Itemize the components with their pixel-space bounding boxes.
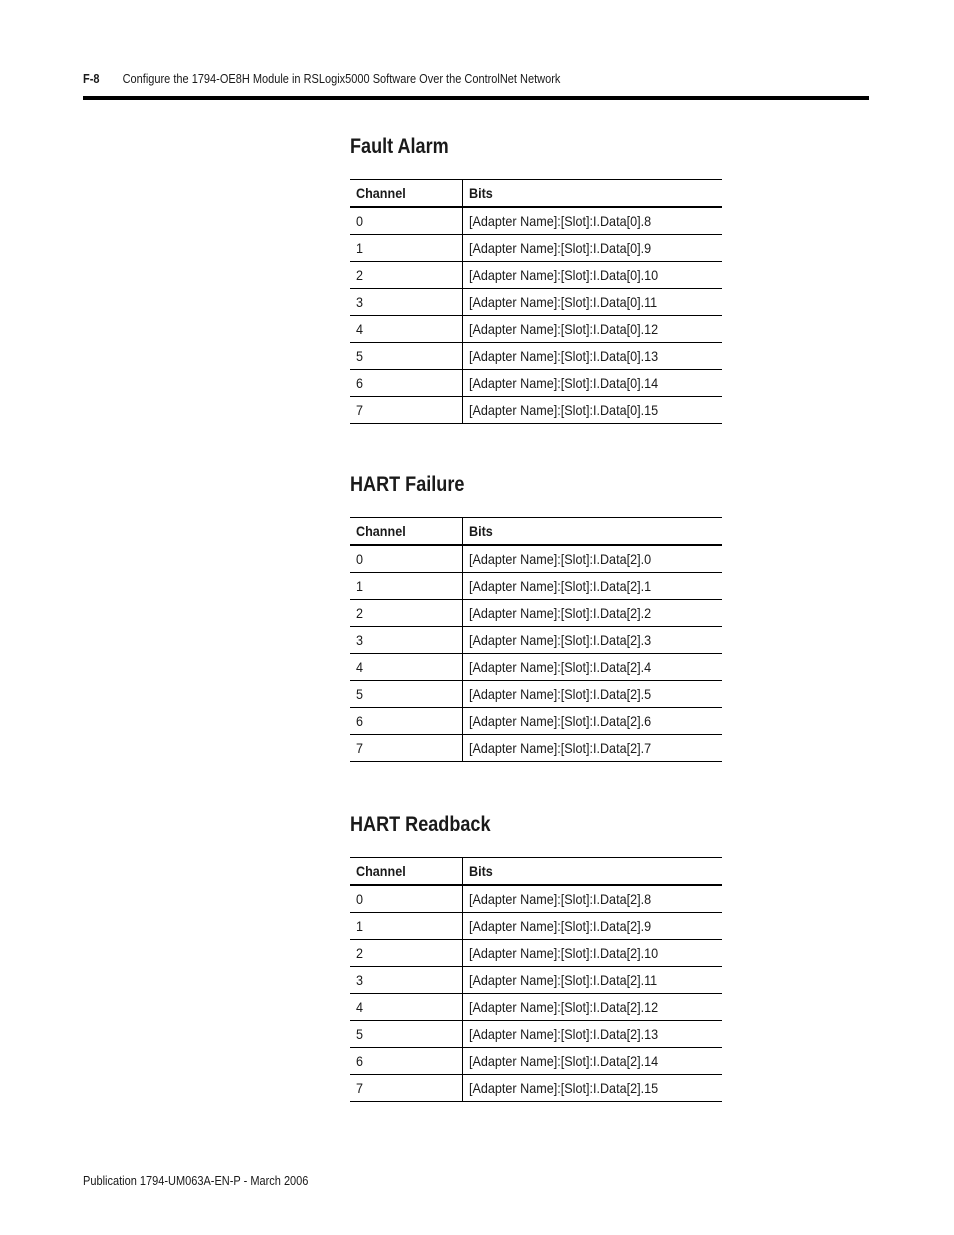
bits-cell [463, 654, 723, 681]
channel-bits-table [350, 179, 722, 424]
channel-cell [350, 343, 463, 370]
table-row [350, 343, 722, 370]
bits-cell [463, 1021, 723, 1048]
bits-address: [Adapter Name]:[Slot]:I.Data[2].15 [469, 1080, 659, 1096]
table-row [350, 1021, 722, 1048]
column-header-label: Channel [356, 185, 406, 201]
publication-footer: Publication 1794-UM063A-EN-P - March 2006 [83, 1174, 309, 1188]
bits-address: [Adapter Name]:[Slot]:I.Data[2].3 [469, 632, 652, 648]
channel-value: 2 [356, 267, 364, 283]
channel-cell [350, 913, 463, 940]
table-row [350, 735, 722, 762]
table-row [350, 1048, 722, 1075]
bits-address: [Adapter Name]:[Slot]:I.Data[2].10 [469, 945, 659, 961]
table-row [350, 289, 722, 316]
table-row [350, 681, 722, 708]
bits-cell [463, 940, 723, 967]
column-header-channel [350, 858, 463, 886]
bits-cell [463, 370, 723, 397]
bits-address: [Adapter Name]:[Slot]:I.Data[2].9 [469, 918, 652, 934]
bits-address: [Adapter Name]:[Slot]:I.Data[0].12 [469, 321, 659, 337]
table-row [350, 262, 722, 289]
channel-cell [350, 708, 463, 735]
bits-cell [463, 735, 723, 762]
bits-cell [463, 235, 723, 262]
column-header-label: Bits [469, 863, 493, 879]
page-number: F-8 [83, 72, 100, 86]
bits-address: [Adapter Name]:[Slot]:I.Data[2].4 [469, 659, 652, 675]
bits-address: [Adapter Name]:[Slot]:I.Data[2].1 [469, 578, 652, 594]
channel-cell [350, 289, 463, 316]
channel-value: 6 [356, 713, 364, 729]
column-header-label: Channel [356, 523, 406, 539]
channel-value: 5 [356, 1026, 364, 1042]
bits-address: [Adapter Name]:[Slot]:I.Data[2].7 [469, 740, 652, 756]
channel-value: 7 [356, 402, 364, 418]
table-row [350, 940, 722, 967]
channel-value: 0 [356, 213, 364, 229]
channel-value: 4 [356, 659, 364, 675]
column-header-label: Channel [356, 863, 406, 879]
table-row [350, 913, 722, 940]
channel-cell [350, 262, 463, 289]
table-header-row [350, 180, 722, 208]
channel-value: 5 [356, 348, 364, 364]
table-row [350, 316, 722, 343]
bits-address: [Adapter Name]:[Slot]:I.Data[0].13 [469, 348, 659, 364]
bits-cell [463, 1075, 723, 1102]
section-title: HART Readback [350, 813, 491, 836]
bits-address: [Adapter Name]:[Slot]:I.Data[0].9 [469, 240, 652, 256]
channel-value: 1 [356, 240, 364, 256]
channel-value: 3 [356, 972, 364, 988]
channel-value: 5 [356, 686, 364, 702]
bits-address: [Adapter Name]:[Slot]:I.Data[2].12 [469, 999, 659, 1015]
channel-cell [350, 397, 463, 424]
channel-bits-table [350, 857, 722, 1102]
bits-address: [Adapter Name]:[Slot]:I.Data[2].5 [469, 686, 652, 702]
bits-cell [463, 967, 723, 994]
channel-cell [350, 994, 463, 1021]
channel-cell [350, 627, 463, 654]
bits-address: [Adapter Name]:[Slot]:I.Data[2].0 [469, 551, 652, 567]
channel-cell [350, 316, 463, 343]
table-header-row [350, 518, 722, 546]
channel-value: 4 [356, 321, 364, 337]
bits-address: [Adapter Name]:[Slot]:I.Data[0].11 [469, 294, 658, 310]
table-row [350, 545, 722, 573]
bits-cell [463, 885, 723, 913]
column-header-channel [350, 180, 463, 208]
bits-address: [Adapter Name]:[Slot]:I.Data[2].2 [469, 605, 652, 621]
table-row [350, 1075, 722, 1102]
channel-cell [350, 207, 463, 235]
bits-address: [Adapter Name]:[Slot]:I.Data[2].8 [469, 891, 652, 907]
column-header-label: Bits [469, 523, 493, 539]
table-row [350, 207, 722, 235]
section-title: HART Failure [350, 473, 465, 496]
bits-address: [Adapter Name]:[Slot]:I.Data[0].8 [469, 213, 652, 229]
bits-cell [463, 627, 723, 654]
bits-cell [463, 573, 723, 600]
bits-cell [463, 1048, 723, 1075]
channel-value: 7 [356, 740, 364, 756]
column-header-bits [463, 858, 723, 886]
channel-value: 4 [356, 999, 364, 1015]
table-row [350, 600, 722, 627]
table-row [350, 654, 722, 681]
table-row [350, 967, 722, 994]
channel-cell [350, 1048, 463, 1075]
bits-cell [463, 207, 723, 235]
channel-bits-table [350, 517, 722, 762]
table-row [350, 573, 722, 600]
bits-cell [463, 343, 723, 370]
section-hart-readback [350, 812, 722, 1096]
bits-cell [463, 708, 723, 735]
bits-address: [Adapter Name]:[Slot]:I.Data[2].14 [469, 1053, 659, 1069]
bits-address: [Adapter Name]:[Slot]:I.Data[2].13 [469, 1026, 659, 1042]
bits-cell [463, 913, 723, 940]
channel-cell [350, 545, 463, 573]
bits-cell [463, 600, 723, 627]
channel-cell [350, 735, 463, 762]
channel-value: 6 [356, 1053, 364, 1069]
column-header-label: Bits [469, 185, 493, 201]
bits-address: [Adapter Name]:[Slot]:I.Data[0].14 [469, 375, 659, 391]
bits-cell [463, 397, 723, 424]
channel-value: 2 [356, 605, 364, 621]
chapter-title: Configure the 1794-OE8H Module in RSLogix5000 Software Over the ControlNet Network [122, 72, 561, 86]
bits-cell [463, 545, 723, 573]
bits-cell [463, 681, 723, 708]
bits-cell [463, 262, 723, 289]
table-row [350, 627, 722, 654]
channel-cell [350, 235, 463, 262]
bits-address: [Adapter Name]:[Slot]:I.Data[0].10 [469, 267, 659, 283]
channel-value: 0 [356, 891, 364, 907]
channel-cell [350, 967, 463, 994]
bits-address: [Adapter Name]:[Slot]:I.Data[2].11 [469, 972, 658, 988]
section-hart-failure [350, 472, 722, 756]
column-header-bits [463, 180, 723, 208]
channel-cell [350, 573, 463, 600]
channel-cell [350, 681, 463, 708]
column-header-bits [463, 518, 723, 546]
table-row [350, 397, 722, 424]
channel-cell [350, 370, 463, 397]
bits-address: [Adapter Name]:[Slot]:I.Data[2].6 [469, 713, 652, 729]
bits-address: [Adapter Name]:[Slot]:I.Data[0].15 [469, 402, 659, 418]
section-fault-alarm [350, 134, 722, 418]
channel-value: 2 [356, 945, 364, 961]
table-row [350, 708, 722, 735]
channel-value: 1 [356, 918, 364, 934]
table-row [350, 235, 722, 262]
channel-cell [350, 600, 463, 627]
channel-value: 3 [356, 294, 364, 310]
table-row [350, 885, 722, 913]
header-rule [83, 96, 869, 100]
channel-value: 3 [356, 632, 364, 648]
bits-cell [463, 316, 723, 343]
channel-value: 0 [356, 551, 364, 567]
channel-value: 6 [356, 375, 364, 391]
channel-value: 1 [356, 578, 364, 594]
channel-cell [350, 654, 463, 681]
table-row [350, 994, 722, 1021]
page-header [83, 72, 775, 92]
channel-cell [350, 940, 463, 967]
channel-cell [350, 885, 463, 913]
bits-cell [463, 994, 723, 1021]
channel-cell [350, 1075, 463, 1102]
section-title: Fault Alarm [350, 135, 449, 158]
table-row [350, 370, 722, 397]
column-header-channel [350, 518, 463, 546]
channel-cell [350, 1021, 463, 1048]
bits-cell [463, 289, 723, 316]
channel-value: 7 [356, 1080, 364, 1096]
table-header-row [350, 858, 722, 886]
